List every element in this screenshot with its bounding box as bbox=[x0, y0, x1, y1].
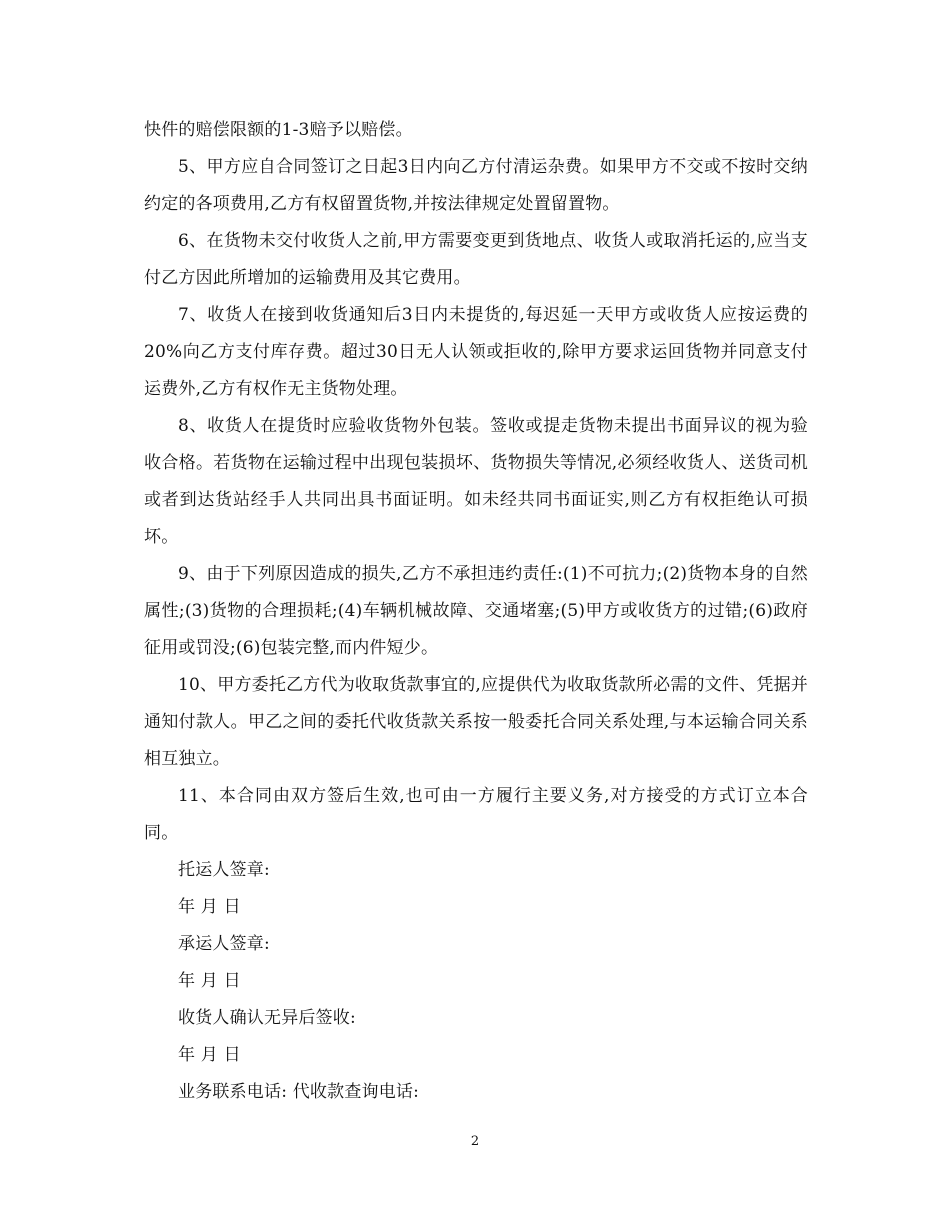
clause-8: 8、收货人在提货时应验收货物外包装。签收或提走货物未提出书面异议的视为验收合格。若货物在运输过程中出现包装损坏、货物损失等情况,必须经收货人、送货司机或者到达货站经手人共同出具书面证明。如未经共同书面证实,则乙方有权拒绝认可损坏。 bbox=[144, 416, 808, 547]
clause-7: 7、收货人在接到收货通知后3日内未提货的,每迟延一天甲方或收货人应按运费的20%向乙方支付库存费。超过30日无人认领或拒收的,除甲方要求运回货物并同意支付运费外,乙方有权作无主货物处理。 bbox=[144, 305, 808, 399]
carrier-signature-label: 承运人签章: bbox=[178, 934, 270, 954]
shipper-date-label: 年 月 日 bbox=[178, 897, 241, 917]
clause-11: 11、本合同由双方签后生效,也可由一方履行主要义务,对方接受的方式订立本合同。 bbox=[144, 786, 808, 843]
page-number: 2 bbox=[470, 1134, 480, 1149]
contact-phone-label: 业务联系电话: 代收款查询电话: bbox=[178, 1082, 420, 1102]
clause-5: 5、甲方应自合同签订之日起3日内向乙方付清运杂费。如果甲方不交或不按时交纳约定的各项费用,乙方有权留置货物,并按法律规定处置留置物。 bbox=[144, 157, 808, 214]
clause-10: 10、甲方委托乙方代为收取货款事宜的,应提供代为收取货款所必需的文件、凭据并通知付款人。甲乙之间的委托代收货款关系按一般委托合同关系处理,与本运输合同关系相互独立。 bbox=[144, 675, 808, 769]
consignee-signature-label: 收货人确认无异后签收: bbox=[178, 1008, 356, 1028]
clause-6: 6、在货物未交付收货人之前,甲方需要变更到货地点、收货人或取消托运的,应当支付乙方因此所增加的运输费用及其它费用。 bbox=[144, 231, 808, 288]
signature-block bbox=[144, 852, 808, 1111]
carrier-date-label: 年 月 日 bbox=[178, 971, 241, 991]
consignee-date-label: 年 月 日 bbox=[178, 1045, 241, 1065]
shipper-signature-label: 托运人签章: bbox=[178, 860, 270, 880]
clause-9: 9、由于下列原因造成的损失,乙方不承担违约责任:(1)不可抗力;(2)货物本身的自然属性;(3)货物的合理损耗;(4)车辆机械故障、交通堵塞;(5)甲方或收货方的过错;(6)政府征用或罚没;(6)包装完整,而内件短少。 bbox=[144, 564, 808, 658]
paragraph-continuation: 快件的赔偿限额的1-3赔予以赔偿。 bbox=[144, 120, 413, 140]
document-body bbox=[144, 112, 808, 1111]
